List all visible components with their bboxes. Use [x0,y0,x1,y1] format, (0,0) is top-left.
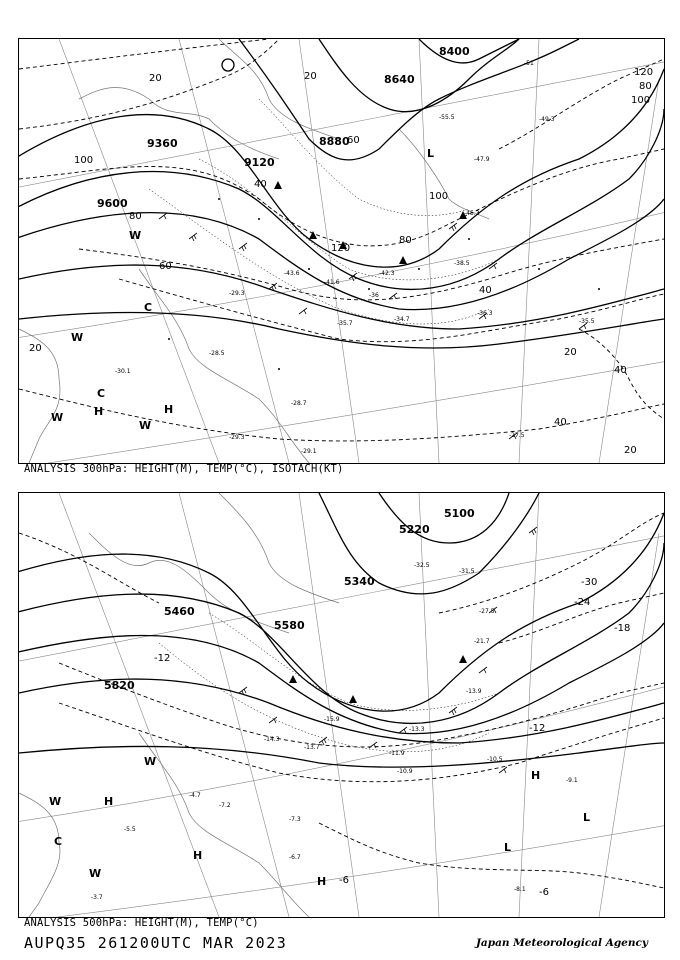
station-dots [168,198,600,370]
temp-obs: -14.3 [264,736,280,743]
temp-obs: -6.7 [289,854,301,861]
high-marker: H [531,769,541,782]
temp-obs: -28.5 [209,350,225,357]
low-marker: L [504,841,512,854]
isotach-label: 120 [634,67,654,78]
warm-marker: W [51,411,64,424]
map-300hpa-svg [19,39,664,463]
temp-obs: -43.6 [284,270,300,277]
agency-name: Japan Meteorological Agency [475,937,648,949]
isotach-lines [19,39,664,441]
temp-obs: -13.7 [304,744,320,751]
temp-obs: -55.5 [439,114,455,121]
temp-contour-label: -18 [614,623,631,634]
height-label: 9600 [97,197,128,210]
caption-500hpa: ANALYSIS 500hPa: HEIGHT(M), TEMP(°C) [24,917,259,929]
height-label: 8640 [384,73,415,86]
height-label: 5100 [444,507,475,520]
height-label: 5580 [274,619,305,632]
temp-obs: -21.7 [474,638,490,645]
high-marker: H [317,875,327,888]
isotach-label: 100 [429,191,449,202]
isotach-label: 20 [624,445,637,456]
temp-contour-label: -6 [339,875,349,886]
temp-obs: -36 [369,292,379,299]
temp-obs: -7.3 [289,816,301,823]
caption-300hpa: ANALYSIS 300hPa: HEIGHT(M), TEMP(°C), ISOTACH(KT) [24,463,344,475]
temp-obs: -13.3 [409,726,425,733]
temp-obs: -30.1 [115,368,131,375]
temp-obs: -36.3 [477,310,493,317]
height-label: 9360 [147,137,178,150]
isotach-label: 60 [159,261,172,272]
temp-obs: -15.9 [324,716,340,723]
temp-obs: -27.5 [509,432,525,439]
temp-obs: -5.5 [124,826,136,833]
temp-contour-label: -12 [529,723,546,734]
coastlines [19,39,489,463]
low-marker: L [583,811,591,824]
wind-barbs [159,213,587,439]
temp-contour-label: -12 [154,653,171,664]
high-marker: H [193,849,203,862]
isotach-label: 80 [399,235,412,246]
temp-obs: -45.3 [464,210,480,217]
temp-contour-label: -6 [539,887,549,898]
low-marker: L [427,147,435,160]
warm-marker: W [89,867,102,880]
closed-contour [222,59,234,71]
warm-marker: W [49,795,62,808]
temp-obs: -32.5 [414,562,430,569]
chart-code-and-time: AUPQ35 261200UTC MAR 2023 [24,934,288,952]
analysis-300hpa-map [18,38,665,464]
isotach-label: 40 [554,417,567,428]
high-marker: H [164,403,174,416]
height-label: 9120 [244,156,275,169]
isotach-label: 80 [129,211,142,222]
isotach-label: 120 [331,243,351,254]
height-contours [19,39,664,348]
temp-obs: -42.3 [379,270,395,277]
temp-obs: -28.7 [291,400,307,407]
isotach-label: 100 [631,95,651,106]
temp-contour-label: -30 [581,577,598,588]
temp-obs: -35.5 [579,318,595,325]
isotach-label: 40 [614,365,627,376]
high-marker: H [94,405,104,418]
temp-obs: -35.7 [337,320,353,327]
map-500hpa-svg [19,493,664,917]
wind-flags [289,655,467,703]
temp-obs: -29.3 [229,434,245,441]
cold-marker: C [54,835,63,848]
height-label: 5820 [104,679,135,692]
temp-obs: -27.5 [479,608,495,615]
warm-marker: W [71,331,84,344]
temp-obs: -10.5 [487,756,503,763]
height-contours [19,493,664,767]
temp-contours [19,513,664,888]
temp-obs: -38.5 [454,260,470,267]
height-label: 8880 [319,135,350,148]
isotach-label: 100 [74,155,94,166]
temp-obs: -31.5 [459,568,475,575]
height-label: 8400 [439,45,470,58]
isotach-label: 20 [149,73,162,84]
temp-obs: -49.3 [539,116,555,123]
graticule [19,493,664,917]
warm-marker: W [144,755,157,768]
temp-obs: -4.7 [189,792,201,799]
temp-obs: -41.6 [324,279,340,286]
warm-marker: W [139,419,152,432]
temp-obs: -3.7 [91,894,103,901]
temp-obs: -13.9 [466,688,482,695]
cold-marker: C [144,301,153,314]
temp-obs: -10.9 [397,768,413,775]
isotach-label: 80 [639,81,652,92]
isotach-label: 20 [564,347,577,358]
warm-marker: W [129,229,142,242]
height-label: 5340 [344,575,375,588]
temp-obs: -51 [524,60,534,67]
temp-obs: -7.2 [219,802,231,809]
cold-marker: C [97,387,106,400]
temp-obs: -11.9 [389,750,405,757]
temp-obs: -47.9 [474,156,490,163]
isotach-label: 20 [29,343,42,354]
temp-obs: -34.7 [394,316,410,323]
height-label: 5460 [164,605,195,618]
temp-obs: -9.1 [566,777,578,784]
isotach-label: 20 [304,71,317,82]
isotach-label: 40 [479,285,492,296]
analysis-500hpa-map [18,492,665,918]
temp-obs: -29.3 [229,290,245,297]
isotach-label: 40 [254,179,267,190]
temp-obs: -8.1 [514,886,526,893]
high-marker: H [104,795,114,808]
temp-contour-label: -24 [574,597,591,608]
height-label: 5220 [399,523,430,536]
isotach-label: 60 [347,135,360,146]
temp-obs: -29.1 [301,448,317,455]
